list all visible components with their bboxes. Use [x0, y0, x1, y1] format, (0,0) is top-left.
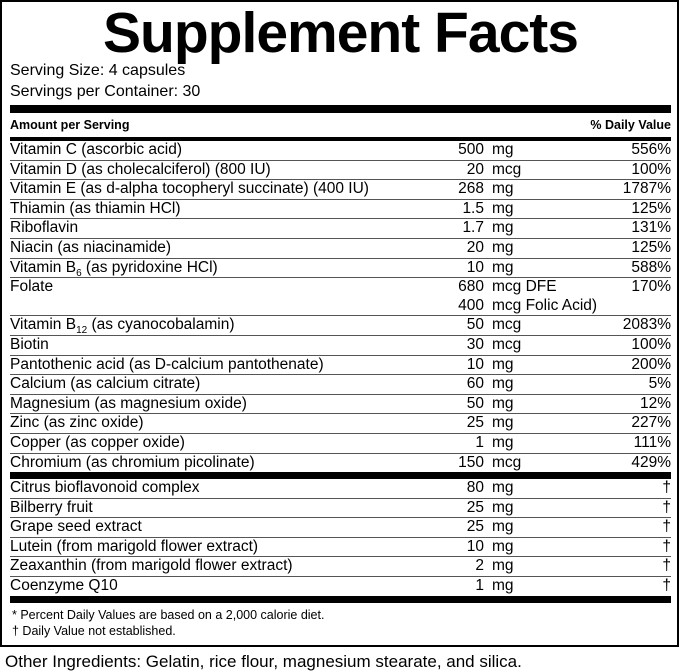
amount-unit: mcg: [492, 316, 522, 334]
amount-unit: mcg DFE mcg Folic Acid): [492, 278, 598, 314]
daily-value: 100%: [631, 160, 671, 178]
amount-unit: mg: [492, 355, 514, 373]
nutrient-row: [10, 413, 671, 433]
amount-unit: mg: [492, 141, 514, 158]
footnote-dagger: † Daily Value not established.: [12, 624, 176, 639]
panel-title: Supplement Facts: [103, 1, 578, 65]
botanicals-section: [10, 479, 671, 596]
thick-divider-top: [10, 105, 671, 113]
daily-value: 588%: [631, 258, 671, 276]
amount-value: 1.5: [462, 199, 484, 217]
nutrient-name: Magnesium (as magnesium oxide): [10, 394, 247, 412]
daily-value: †: [662, 479, 671, 497]
nutrient-row: [10, 179, 671, 199]
amount-value: 60: [466, 375, 484, 393]
nutrient-name: Vitamin D (as cholecalciferol) (800 IU): [10, 160, 271, 178]
amount-value: 30: [466, 335, 484, 353]
amount-unit: mg: [492, 258, 514, 276]
nutrient-row: [10, 315, 671, 335]
nutrient-name: Thiamin (as thiamin HCl): [10, 199, 181, 217]
nutrient-row: [10, 335, 671, 355]
amount-unit: mg: [492, 219, 514, 237]
nutrient-name: Bilberry fruit: [10, 498, 93, 516]
nutrient-name: Grape seed extract: [10, 518, 142, 536]
daily-value: †: [662, 498, 671, 516]
amount-value: 20: [466, 160, 484, 178]
amount-value: 10: [466, 258, 484, 276]
servings-per-container: Servings per Container: 30: [10, 82, 201, 100]
daily-value: 200%: [631, 355, 671, 373]
amount-value: 50: [466, 316, 484, 334]
amount-value: 10: [466, 355, 484, 373]
amount-unit: mg: [492, 557, 514, 575]
amount-value: 10: [466, 537, 484, 555]
daily-value: 170%: [631, 278, 671, 296]
nutrient-row: [10, 374, 671, 394]
amount-value: 1: [475, 577, 484, 595]
amount-value: 2: [475, 557, 484, 575]
nutrient-row: [10, 453, 671, 473]
nutrient-name: Lutein (from marigold flower extract): [10, 537, 259, 555]
nutrient-row: [10, 576, 671, 596]
nutrient-row: [10, 537, 671, 557]
nutrient-row: [10, 556, 671, 576]
amount-value: 25: [466, 498, 484, 516]
nutrient-row: [10, 218, 671, 238]
amount-unit: mg: [492, 199, 514, 217]
daily-value: 100%: [631, 335, 671, 353]
amount-unit: mg: [492, 518, 514, 536]
amount-unit: mcg: [492, 160, 522, 178]
footnote-divider: [10, 596, 671, 603]
nutrient-row: [10, 517, 671, 537]
nutrient-row: [10, 141, 671, 160]
daily-value: 12%: [639, 394, 671, 412]
amount-value: 1: [475, 433, 484, 451]
daily-value: 227%: [631, 414, 671, 432]
amount-unit: mg: [492, 414, 514, 432]
amount-value: 1.7: [462, 219, 484, 237]
column-header: [10, 113, 671, 137]
daily-value: 429%: [631, 453, 671, 471]
nutrient-name: Vitamin $B_{12}$ (as cyanocobalamin): [10, 316, 235, 337]
nutrient-name: Niacin (as niacinamide): [10, 238, 172, 256]
nutrient-row: [10, 199, 671, 219]
serving-size: Serving Size: 4 capsules: [10, 62, 186, 79]
amount-value: 150: [458, 453, 484, 471]
daily-value: 1787%: [622, 180, 671, 198]
nutrient-name: Pantothenic acid (as D-calcium pantothenate): [10, 355, 324, 373]
amount-unit: mg: [492, 433, 514, 451]
column-header-amount: Amount per Serving: [10, 118, 130, 132]
nutrient-name: Coenzyme Q10: [10, 577, 118, 595]
amount-value: 25: [466, 518, 484, 536]
daily-value: †: [662, 557, 671, 575]
nutrient-row: [10, 160, 671, 180]
daily-value: †: [662, 537, 671, 555]
nutrient-row: [10, 498, 671, 518]
nutrient-name: Zeaxanthin (from marigold flower extract): [10, 557, 293, 575]
amount-value: 25: [466, 414, 484, 432]
nutrient-row: [10, 394, 671, 414]
amount-unit: mg: [492, 238, 514, 256]
daily-value: †: [662, 518, 671, 536]
nutrient-name: Vitamin E (as d-alpha tocopheryl succinate) (400 IU): [10, 180, 369, 198]
nutrient-name: Folate: [10, 278, 54, 296]
amount-unit: mcg: [492, 453, 522, 471]
nutrient-name: Copper (as copper oxide): [10, 433, 185, 451]
nutrient-name: Vitamin C (ascorbic acid): [10, 141, 182, 158]
nutrient-name: Citrus bioflavonoid complex: [10, 479, 200, 497]
amount-value: 20: [466, 238, 484, 256]
footnotes: [10, 603, 671, 645]
amount-unit: mg: [492, 537, 514, 555]
daily-value: †: [662, 577, 671, 595]
section-divider: [10, 472, 671, 479]
nutrient-row: [10, 238, 671, 258]
nutrient-name: Biotin: [10, 335, 49, 353]
nutrient-row: [10, 433, 671, 453]
daily-value: 131%: [631, 219, 671, 237]
amount-unit: mg: [492, 375, 514, 393]
amount-value: 50: [466, 394, 484, 412]
daily-value: 2083%: [622, 316, 671, 334]
amount-unit: mg: [492, 180, 514, 198]
amount-unit: mg: [492, 577, 514, 595]
nutrient-name: Zinc (as zinc oxide): [10, 414, 144, 432]
nutrient-row: [10, 355, 671, 375]
amount-value: 268: [458, 180, 484, 198]
nutrient-row: [10, 277, 671, 315]
other-ingredients: Other Ingredients: Gelatin, rice flour, magnesium stearate, and silica.: [5, 651, 522, 671]
amount-unit: mcg: [492, 335, 522, 353]
daily-value: 125%: [631, 238, 671, 256]
daily-value: 556%: [631, 141, 671, 158]
daily-value: 111%: [633, 433, 671, 451]
amount-unit: mg: [492, 498, 514, 516]
amount-value: 680 400: [458, 278, 484, 314]
column-header-daily-value: % Daily Value: [590, 118, 671, 132]
daily-value: 5%: [648, 375, 671, 393]
amount-unit: mg: [492, 394, 514, 412]
amount-value: 80: [466, 479, 484, 497]
nutrient-name: Calcium (as calcium citrate): [10, 375, 201, 393]
nutrient-row: [10, 258, 671, 278]
daily-value: 125%: [631, 199, 671, 217]
footnote-daily-values: * Percent Daily Values are based on a 2,000 calorie diet.: [12, 607, 325, 622]
nutrient-name: Riboflavin: [10, 219, 79, 237]
amount-unit: mg: [492, 479, 514, 497]
nutrient-name: Vitamin $B_6$ (as pyridoxine HCl): [10, 258, 218, 279]
nutrient-row: [10, 479, 671, 498]
amount-value: 500: [458, 141, 484, 158]
vitamins-minerals-section: [10, 141, 671, 472]
nutrient-name: Chromium (as chromium picolinate): [10, 453, 255, 471]
